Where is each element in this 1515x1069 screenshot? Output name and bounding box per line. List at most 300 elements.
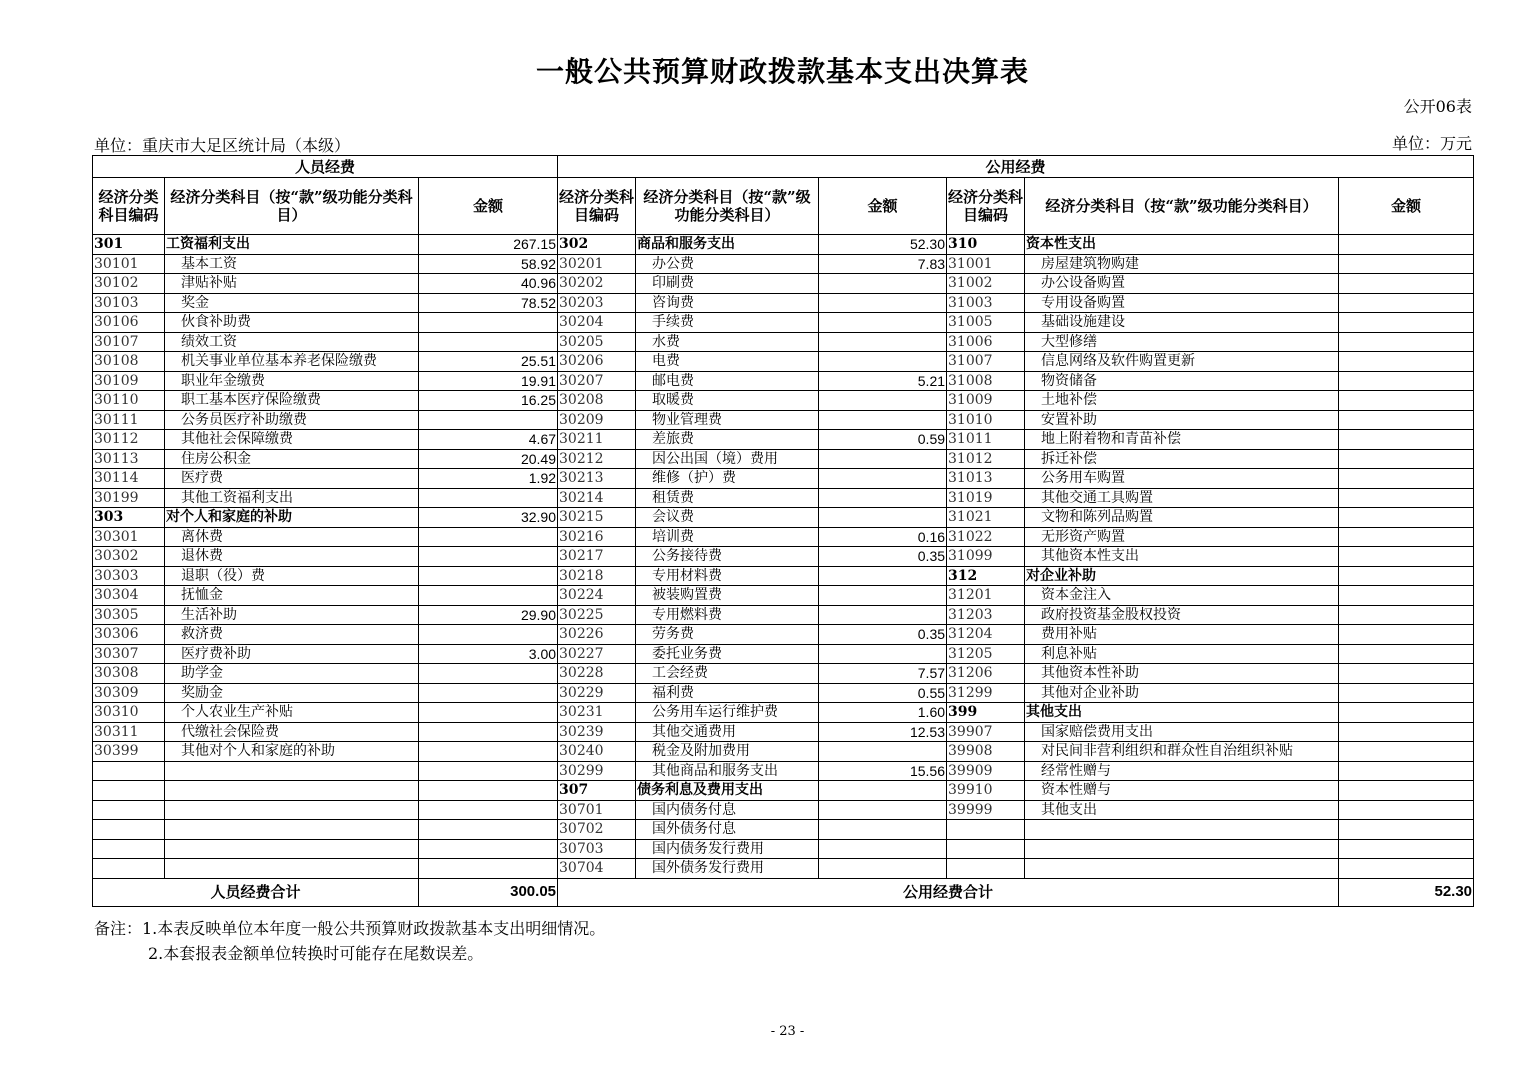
item-name: 助学金 xyxy=(165,664,419,684)
item-name: 医疗费补助 xyxy=(165,644,419,664)
item-name: 大型修缮 xyxy=(1025,332,1339,352)
item-amount xyxy=(1339,703,1474,723)
item-amount xyxy=(819,566,947,586)
item-name xyxy=(165,839,419,859)
item-name: 租赁费 xyxy=(636,488,819,508)
item-code: 31203 xyxy=(947,605,1025,625)
item-amount: 7.57 xyxy=(819,664,947,684)
unit-currency: 单位：万元 xyxy=(1391,134,1472,153)
item-name: 公务员医疗补助缴费 xyxy=(165,410,419,430)
item-amount xyxy=(819,508,947,528)
item-name: 个人农业生产补贴 xyxy=(165,703,419,723)
item-name: 其他社会保障缴费 xyxy=(165,430,419,450)
item-name: 文物和陈列品购置 xyxy=(1025,508,1339,528)
item-amount: 1.60 xyxy=(819,703,947,723)
item-name: 办公费 xyxy=(636,254,819,274)
item-code: 30106 xyxy=(93,313,165,333)
item-amount xyxy=(419,410,558,430)
item-amount: 0.55 xyxy=(819,683,947,703)
item-name xyxy=(1025,839,1339,859)
item-code: 30704 xyxy=(558,859,636,879)
table-row xyxy=(93,293,1474,313)
item-code xyxy=(947,820,1025,840)
item-amount xyxy=(1339,800,1474,820)
item-name: 代缴社会保险费 xyxy=(165,722,419,742)
item-code: 30111 xyxy=(93,410,165,430)
item-code: 31002 xyxy=(947,274,1025,294)
item-amount xyxy=(419,722,558,742)
table-row xyxy=(93,352,1474,372)
item-amount xyxy=(419,566,558,586)
table-row xyxy=(93,859,1474,879)
item-code: 30102 xyxy=(93,274,165,294)
note-line-1: 备注：1.本表反映单位本年度一般公共预算财政拨款基本支出明细情况。 xyxy=(94,919,606,938)
item-name: 退休费 xyxy=(165,547,419,567)
item-code: 30107 xyxy=(93,332,165,352)
table-row xyxy=(93,839,1474,859)
table-row xyxy=(93,254,1474,274)
table-row xyxy=(93,274,1474,294)
item-code: 30101 xyxy=(93,254,165,274)
item-code: 30208 xyxy=(558,391,636,411)
item-amount xyxy=(1339,644,1474,664)
item-name xyxy=(165,781,419,801)
item-name: 机关事业单位基本养老保险缴费 xyxy=(165,352,419,372)
item-name: 信息网络及软件购置更新 xyxy=(1025,352,1339,372)
item-name xyxy=(165,820,419,840)
note-line-2: 2.本套报表金额单位转换时可能存在尾数误差。 xyxy=(148,944,484,963)
item-name xyxy=(165,859,419,879)
item-code: 30216 xyxy=(558,527,636,547)
table-row xyxy=(93,332,1474,352)
item-code: 31099 xyxy=(947,547,1025,567)
item-code: 30305 xyxy=(93,605,165,625)
table-row xyxy=(93,449,1474,469)
item-code: 30109 xyxy=(93,371,165,391)
item-code xyxy=(947,839,1025,859)
item-code: 30112 xyxy=(93,430,165,450)
item-name: 公务用车运行维护费 xyxy=(636,703,819,723)
table-row xyxy=(93,781,1474,801)
item-code: 30214 xyxy=(558,488,636,508)
table-row xyxy=(93,586,1474,606)
item-name: 被装购置费 xyxy=(636,586,819,606)
table-row xyxy=(93,235,1474,255)
item-code: 30306 xyxy=(93,625,165,645)
item-name: 专用设备购置 xyxy=(1025,293,1339,313)
item-amount: 29.90 xyxy=(419,605,558,625)
item-name: 印刷费 xyxy=(636,274,819,294)
item-code: 30108 xyxy=(93,352,165,372)
table-row xyxy=(93,313,1474,333)
item-amount xyxy=(819,410,947,430)
item-amount xyxy=(419,332,558,352)
item-code: 301 xyxy=(93,235,165,255)
table-row xyxy=(93,703,1474,723)
item-amount xyxy=(1339,742,1474,762)
public-total-amount: 52.30 xyxy=(1339,878,1474,906)
item-name: 专用材料费 xyxy=(636,566,819,586)
item-code: 30113 xyxy=(93,449,165,469)
header-name: 经济分类科目（按“款”级功能分类科目） xyxy=(1025,178,1339,235)
item-code: 30231 xyxy=(558,703,636,723)
item-code: 302 xyxy=(558,235,636,255)
item-amount: 32.90 xyxy=(419,508,558,528)
item-amount xyxy=(1339,391,1474,411)
item-code: 30114 xyxy=(93,469,165,489)
item-amount: 0.35 xyxy=(819,547,947,567)
item-code: 30199 xyxy=(93,488,165,508)
item-amount: 3.00 xyxy=(419,644,558,664)
item-code: 30211 xyxy=(558,430,636,450)
page-number: - 23 - xyxy=(770,1024,805,1039)
item-code: 30225 xyxy=(558,605,636,625)
unit-organization: 单位：重庆市大足区统计局（本级） xyxy=(94,136,351,155)
item-name: 会议费 xyxy=(636,508,819,528)
item-name: 对个人和家庭的补助 xyxy=(165,508,419,528)
totals-row xyxy=(93,878,1474,906)
item-amount xyxy=(1339,820,1474,840)
item-amount: 267.15 xyxy=(419,235,558,255)
item-amount xyxy=(1339,722,1474,742)
item-name: 其他对个人和家庭的补助 xyxy=(165,742,419,762)
item-code: 31299 xyxy=(947,683,1025,703)
table-row xyxy=(93,644,1474,664)
item-amount: 25.51 xyxy=(419,352,558,372)
item-name: 对企业补助 xyxy=(1025,566,1339,586)
item-amount xyxy=(1339,352,1474,372)
item-amount xyxy=(819,313,947,333)
item-amount xyxy=(419,781,558,801)
item-name: 因公出国（境）费用 xyxy=(636,449,819,469)
item-code: 310 xyxy=(947,235,1025,255)
item-name: 对民间非营利组织和群众性自治组织补贴 xyxy=(1025,742,1339,762)
item-code: 31012 xyxy=(947,449,1025,469)
item-name: 基本工资 xyxy=(165,254,419,274)
item-amount xyxy=(419,703,558,723)
group-header-row xyxy=(93,156,1474,178)
column-header-row xyxy=(93,178,1474,235)
item-amount xyxy=(1339,508,1474,528)
item-name: 其他商品和服务支出 xyxy=(636,761,819,781)
header-code: 经济分类科目编码 xyxy=(93,178,165,235)
item-name: 职工基本医疗保险缴费 xyxy=(165,391,419,411)
item-code: 31204 xyxy=(947,625,1025,645)
item-code: 31003 xyxy=(947,293,1025,313)
item-code: 399 xyxy=(947,703,1025,723)
item-name: 生活补助 xyxy=(165,605,419,625)
item-name: 利息补贴 xyxy=(1025,644,1339,664)
item-code: 39909 xyxy=(947,761,1025,781)
item-amount xyxy=(819,293,947,313)
item-amount xyxy=(819,332,947,352)
item-code: 30240 xyxy=(558,742,636,762)
item-name: 伙食补助费 xyxy=(165,313,419,333)
item-name: 国外债务付息 xyxy=(636,820,819,840)
item-name: 拆迁补偿 xyxy=(1025,449,1339,469)
item-name: 咨询费 xyxy=(636,293,819,313)
item-code: 31021 xyxy=(947,508,1025,528)
item-name: 其他交通费用 xyxy=(636,722,819,742)
item-code: 30213 xyxy=(558,469,636,489)
item-amount xyxy=(1339,839,1474,859)
item-name: 退职（役）费 xyxy=(165,566,419,586)
item-code: 30302 xyxy=(93,547,165,567)
item-code: 30701 xyxy=(558,800,636,820)
item-amount: 40.96 xyxy=(419,274,558,294)
item-amount xyxy=(819,488,947,508)
item-amount xyxy=(419,683,558,703)
item-amount xyxy=(1339,410,1474,430)
item-code: 30229 xyxy=(558,683,636,703)
item-name: 工会经费 xyxy=(636,664,819,684)
item-amount xyxy=(819,449,947,469)
personnel-total-amount: 300.05 xyxy=(419,878,558,906)
item-amount xyxy=(1339,547,1474,567)
item-amount xyxy=(1339,293,1474,313)
item-code: 31007 xyxy=(947,352,1025,372)
item-name: 专用燃料费 xyxy=(636,605,819,625)
table-row xyxy=(93,605,1474,625)
item-amount xyxy=(819,469,947,489)
item-amount: 1.92 xyxy=(419,469,558,489)
item-amount: 5.21 xyxy=(819,371,947,391)
item-amount: 0.59 xyxy=(819,430,947,450)
item-name: 税金及附加费用 xyxy=(636,742,819,762)
item-name: 国内债务发行费用 xyxy=(636,839,819,859)
item-amount: 16.25 xyxy=(419,391,558,411)
item-code xyxy=(93,820,165,840)
item-amount xyxy=(819,274,947,294)
item-name: 国内债务付息 xyxy=(636,800,819,820)
item-code: 31010 xyxy=(947,410,1025,430)
item-amount xyxy=(819,820,947,840)
item-amount xyxy=(1339,488,1474,508)
item-name xyxy=(165,800,419,820)
item-name: 资本金注入 xyxy=(1025,586,1339,606)
item-name: 差旅费 xyxy=(636,430,819,450)
item-amount xyxy=(419,547,558,567)
item-amount xyxy=(419,488,558,508)
item-code: 30702 xyxy=(558,820,636,840)
item-name: 住房公积金 xyxy=(165,449,419,469)
item-code: 31001 xyxy=(947,254,1025,274)
item-code: 30299 xyxy=(558,761,636,781)
item-amount xyxy=(419,839,558,859)
item-amount xyxy=(419,313,558,333)
item-amount xyxy=(1339,761,1474,781)
item-code: 31205 xyxy=(947,644,1025,664)
table-row xyxy=(93,488,1474,508)
item-code xyxy=(93,761,165,781)
table-row xyxy=(93,761,1474,781)
item-code: 31022 xyxy=(947,527,1025,547)
item-code: 30207 xyxy=(558,371,636,391)
item-code: 30303 xyxy=(93,566,165,586)
item-name: 土地补偿 xyxy=(1025,391,1339,411)
table-row xyxy=(93,742,1474,762)
item-name: 其他支出 xyxy=(1025,703,1339,723)
item-name: 其他资本性支出 xyxy=(1025,547,1339,567)
item-name: 奖金 xyxy=(165,293,419,313)
public-total-label: 公用经费合计 xyxy=(558,878,1339,906)
item-amount xyxy=(1339,371,1474,391)
item-amount xyxy=(819,859,947,879)
item-code: 30205 xyxy=(558,332,636,352)
item-code: 30301 xyxy=(93,527,165,547)
item-code: 39910 xyxy=(947,781,1025,801)
item-amount xyxy=(419,761,558,781)
item-name: 公务接待费 xyxy=(636,547,819,567)
item-name: 其他工资福利支出 xyxy=(165,488,419,508)
item-code: 30212 xyxy=(558,449,636,469)
table-row xyxy=(93,508,1474,528)
item-amount xyxy=(419,625,558,645)
table-row xyxy=(93,664,1474,684)
item-amount xyxy=(419,859,558,879)
item-code: 30204 xyxy=(558,313,636,333)
item-name: 其他对企业补助 xyxy=(1025,683,1339,703)
item-name: 物资储备 xyxy=(1025,371,1339,391)
item-code xyxy=(93,859,165,879)
table-row xyxy=(93,430,1474,450)
table-row xyxy=(93,410,1474,430)
header-amount: 金额 xyxy=(419,178,558,235)
item-amount xyxy=(1339,664,1474,684)
item-name: 福利费 xyxy=(636,683,819,703)
item-name: 其他资本性补助 xyxy=(1025,664,1339,684)
item-name: 离休费 xyxy=(165,527,419,547)
item-name: 商品和服务支出 xyxy=(636,235,819,255)
item-name: 救济费 xyxy=(165,625,419,645)
item-amount xyxy=(419,586,558,606)
table-row xyxy=(93,800,1474,820)
item-code: 30311 xyxy=(93,722,165,742)
table-number: 公开06表 xyxy=(1403,97,1472,116)
item-code: 31005 xyxy=(947,313,1025,333)
table-row xyxy=(93,371,1474,391)
item-amount xyxy=(819,781,947,801)
header-name: 经济分类科目（按“款”级功能分类科目） xyxy=(636,178,819,235)
item-code: 30202 xyxy=(558,274,636,294)
item-amount xyxy=(1339,566,1474,586)
table-row xyxy=(93,469,1474,489)
item-name: 安置补助 xyxy=(1025,410,1339,430)
item-name: 资本性赠与 xyxy=(1025,781,1339,801)
item-amount xyxy=(819,352,947,372)
item-amount xyxy=(1339,274,1474,294)
personnel-total-label: 人员经费合计 xyxy=(93,878,419,906)
item-name: 电费 xyxy=(636,352,819,372)
item-amount xyxy=(1339,332,1474,352)
item-amount: 58.92 xyxy=(419,254,558,274)
item-code: 307 xyxy=(558,781,636,801)
item-name: 邮电费 xyxy=(636,371,819,391)
item-name: 取暖费 xyxy=(636,391,819,411)
item-amount xyxy=(819,644,947,664)
item-name: 物业管理费 xyxy=(636,410,819,430)
item-amount: 0.35 xyxy=(819,625,947,645)
group-public: 公用经费 xyxy=(558,156,1474,178)
page-title: 一般公共预算财政拨款基本支出决算表 xyxy=(535,55,1029,88)
item-code xyxy=(947,859,1025,879)
item-code: 30224 xyxy=(558,586,636,606)
item-code: 31008 xyxy=(947,371,1025,391)
item-amount xyxy=(819,800,947,820)
table-row xyxy=(93,625,1474,645)
item-name: 地上附着物和青苗补偿 xyxy=(1025,430,1339,450)
item-name: 其他交通工具购置 xyxy=(1025,488,1339,508)
item-amount: 19.91 xyxy=(419,371,558,391)
item-amount xyxy=(1339,625,1474,645)
item-code: 303 xyxy=(93,508,165,528)
item-code xyxy=(93,800,165,820)
item-amount xyxy=(1339,469,1474,489)
header-code: 经济分类科目编码 xyxy=(558,178,636,235)
item-name: 水费 xyxy=(636,332,819,352)
item-code: 30209 xyxy=(558,410,636,430)
item-amount xyxy=(819,742,947,762)
item-name xyxy=(165,761,419,781)
item-name: 工资福利支出 xyxy=(165,235,419,255)
item-name: 无形资产购置 xyxy=(1025,527,1339,547)
item-amount: 78.52 xyxy=(419,293,558,313)
table-row xyxy=(93,566,1474,586)
item-name: 手续费 xyxy=(636,313,819,333)
item-amount xyxy=(419,742,558,762)
table-row xyxy=(93,820,1474,840)
item-code: 30110 xyxy=(93,391,165,411)
item-code: 30103 xyxy=(93,293,165,313)
item-name: 国外债务发行费用 xyxy=(636,859,819,879)
item-code: 39907 xyxy=(947,722,1025,742)
item-name: 资本性支出 xyxy=(1025,235,1339,255)
item-amount xyxy=(419,664,558,684)
item-name xyxy=(1025,820,1339,840)
item-name: 债务利息及费用支出 xyxy=(636,781,819,801)
expenditure-table xyxy=(92,155,1474,907)
item-name xyxy=(1025,859,1339,879)
table-row xyxy=(93,527,1474,547)
item-amount xyxy=(1339,430,1474,450)
item-amount xyxy=(819,605,947,625)
item-name: 委托业务费 xyxy=(636,644,819,664)
item-name: 绩效工资 xyxy=(165,332,419,352)
table-row xyxy=(93,391,1474,411)
item-name: 抚恤金 xyxy=(165,586,419,606)
item-amount xyxy=(1339,313,1474,333)
item-name: 费用补贴 xyxy=(1025,625,1339,645)
item-amount xyxy=(819,586,947,606)
item-code: 31206 xyxy=(947,664,1025,684)
item-amount: 4.67 xyxy=(419,430,558,450)
item-name: 培训费 xyxy=(636,527,819,547)
item-amount xyxy=(819,839,947,859)
item-amount xyxy=(819,391,947,411)
header-amount: 金额 xyxy=(819,178,947,235)
item-name: 经常性赠与 xyxy=(1025,761,1339,781)
item-amount xyxy=(1339,683,1474,703)
header-code: 经济分类科目编码 xyxy=(947,178,1025,235)
item-name: 政府投资基金股权投资 xyxy=(1025,605,1339,625)
item-amount: 20.49 xyxy=(419,449,558,469)
item-code: 30304 xyxy=(93,586,165,606)
item-amount: 7.83 xyxy=(819,254,947,274)
item-code: 30217 xyxy=(558,547,636,567)
header-amount: 金额 xyxy=(1339,178,1474,235)
item-code: 30308 xyxy=(93,664,165,684)
item-name: 公务用车购置 xyxy=(1025,469,1339,489)
